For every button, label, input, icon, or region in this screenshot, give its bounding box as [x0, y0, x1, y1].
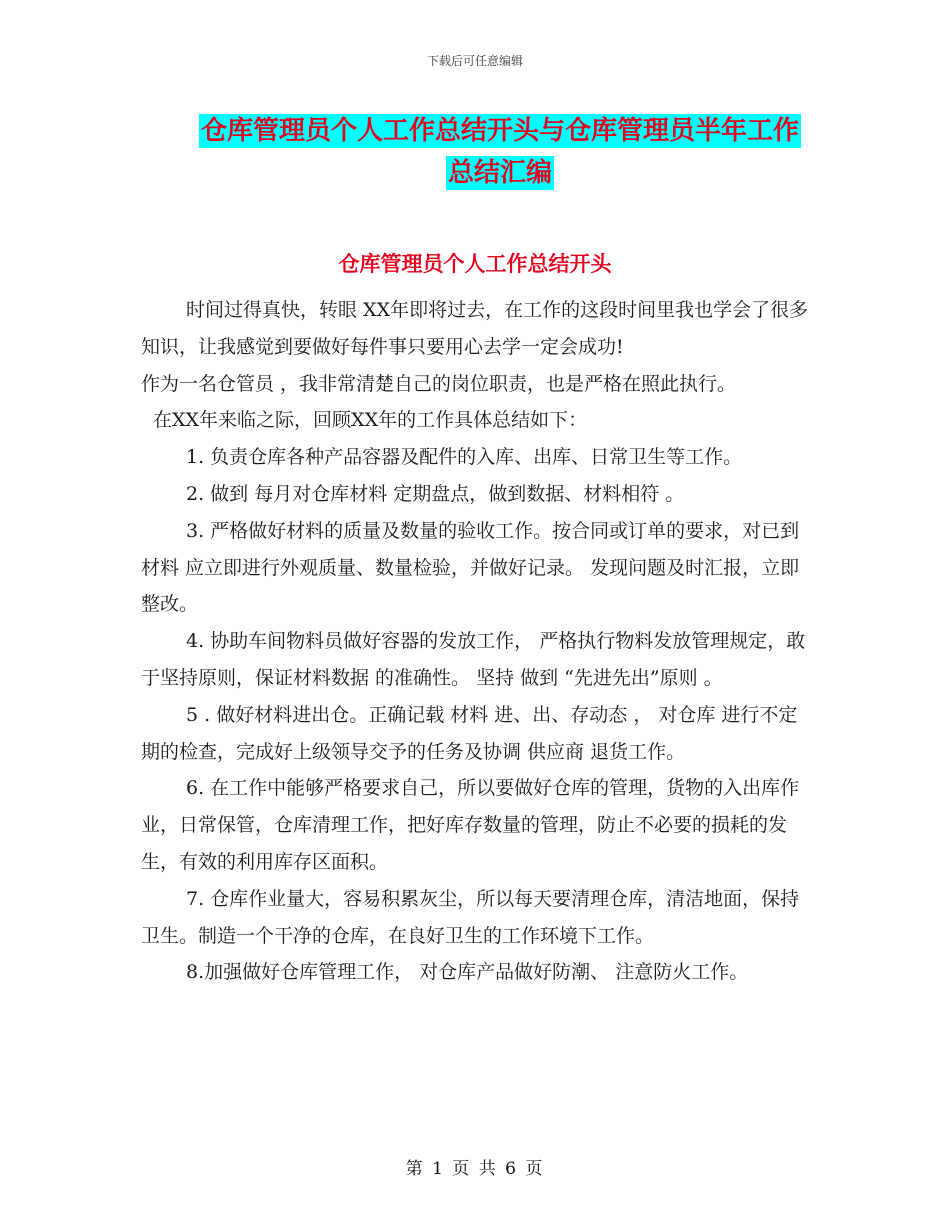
list-item: 4. 协助车间物料员做好容器的发放工作， 严格执行物料发放管理规定，敢于坚持原则，保证材料数据 的准确性。 坚持 做到 “先进先出”原则 。	[141, 630, 806, 689]
paragraph: 作为一名仓管员 ，我非常清楚自己的岗位职责，也是严格在照此执行。	[141, 372, 737, 395]
title-line-2: 总结汇编	[447, 158, 552, 188]
page-number: 第 1 页 共 6 页	[405, 1159, 545, 1179]
section-title: 仓库管理员个人工作总结开头	[338, 252, 612, 276]
list-item: 3. 严格做好材料的质量及数量的验收工作。按合同或订单的要求，对已到材料 应立即进行外观质量、数量检验，并做好记录。 发现问题及时汇报，立即整改。	[141, 519, 800, 616]
list-item: 8.加强做好仓库管理工作， 对仓库产品做好防潮、 注意防火工作。	[186, 961, 749, 984]
document-body	[141, 292, 811, 991]
list-item: 7. 仓库作业量大，容易积累灰尘，所以每天要清理仓库，清洁地面，保持卫生。制造一个干净的仓库，在良好卫生的工作环境下工作。	[141, 887, 800, 947]
list-item: 1. 负责仓库各种产品容器及配件的入库、出库、日常卫生等工作。	[186, 446, 743, 469]
title-line-1: 仓库管理员个人工作总结开头与仓库管理员半年工作	[200, 116, 799, 146]
list-item: 5 . 做好材料进出仓。正确记载 材料 进、出、存动态 ， 对仓库 进行不定期的检查，完成好上级领导交予的任务及协调 供应商 退货工作。	[141, 703, 798, 763]
paragraph: 在XX年来临之际，回顾XX年的工作具体总结如下：	[153, 409, 588, 432]
paragraph: 时间过得真快，转眼 XX年即将过去，在工作的这段时间里我也学会了很多知识，让我感觉到要做好每件事只要用心去学一定会成功!	[141, 299, 809, 358]
list-item: 2. 做到 每月对仓库材料 定期盘点，做到数据、材料相符 。	[186, 482, 685, 505]
document-title	[120, 110, 880, 194]
header-note: 下载后可任意编辑	[426, 54, 523, 68]
list-item: 6. 在工作中能够严格要求自己，所以要做好仓库的管理，货物的入出库作业，日常保管，仓库清理工作，把好库存数量的管理，防止不必要的损耗的发生，有效的利用库存区面积。	[141, 777, 800, 873]
